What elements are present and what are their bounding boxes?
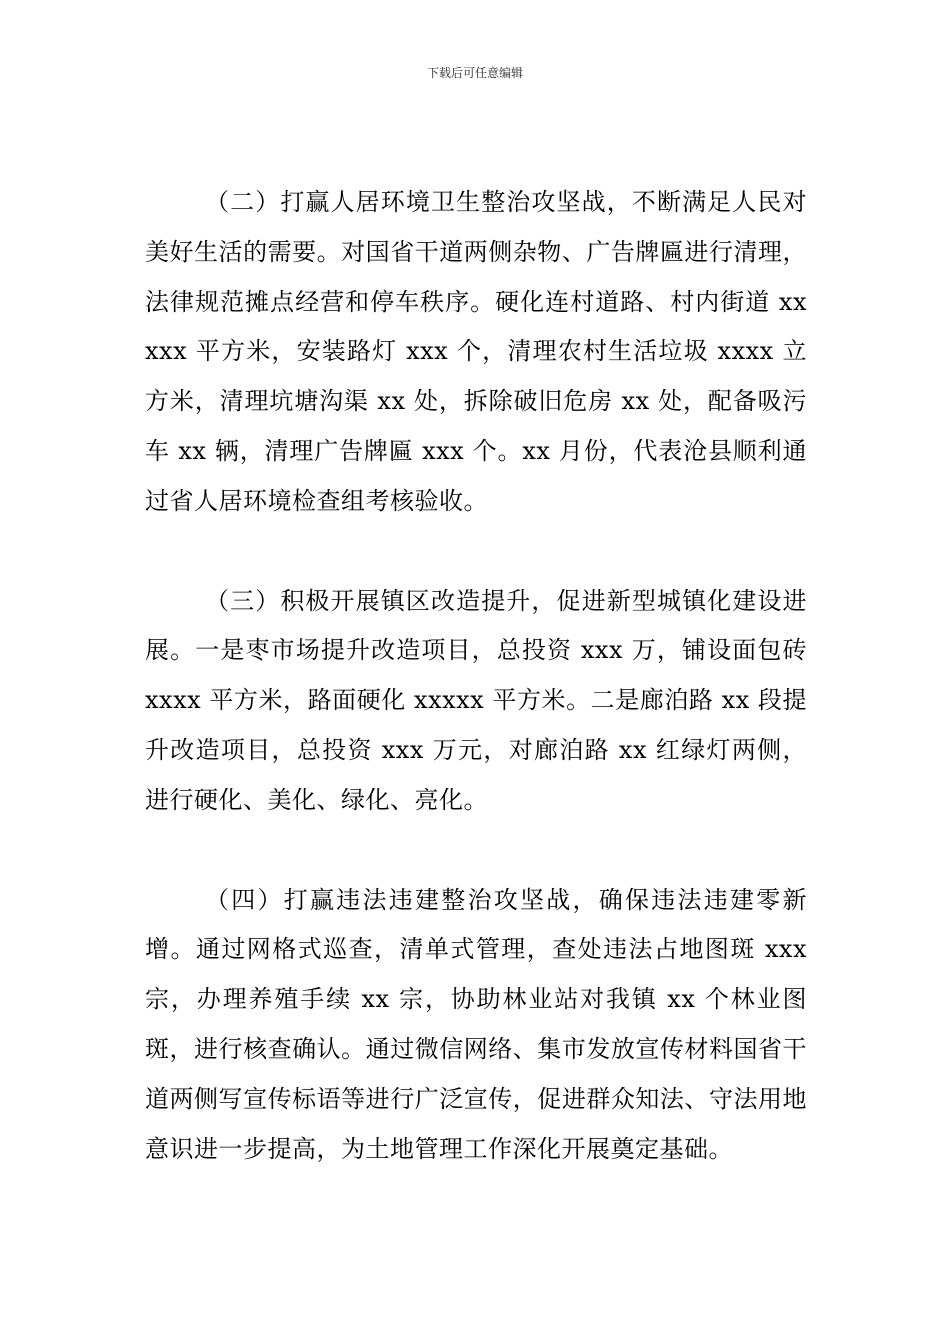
document-body <box>145 178 807 1224</box>
paragraph-section-4: （四）打赢违法违建整治攻坚战，确保违法违建零新增。通过网格式巡查，清单式管理，查处违法占地图斑 xxx 宗，办理养殖手续 xx 宗，协助林业站对我镇 xx 个林业图斑，进行核查确认。通过微信网络、集市发放宣传材料国省干道两侧写宣传标语等进行广泛宣传，促进群众知法、守法用地意识进一步提高，为土地管理工作深化开展奠定基础。 <box>145 885 807 1163</box>
paragraph-section-2: （二）打赢人居环境卫生整治攻坚战，不断满足人民对美好生活的需要。对国省干道两侧杂物、广告牌匾进行清理，法律规范摊点经营和停车秩序。硬化连村道路、村内街道 xxxxx 平方米，安装路灯 xxx 个，清理农村生活垃圾 xxxx 立方米，清理坑塘沟渠 xx 处，拆除破旧危房 xx 处，配备吸污车 xx 辆，清理广告牌匾 xxx 个。xx 月份，代表沧县顺利通过省人居环境检查组考核验收。 <box>145 188 807 515</box>
page-header: 下载后可任意编辑 <box>426 66 523 80</box>
paragraph-section-3: （三）积极开展镇区改造提升，促进新型城镇化建设进展。一是枣市场提升改造项目，总投资 xxx 万，铺设面包砖 xxxx 平方米，路面硬化 xxxxx 平方米。二是廊泊路 xx 段提升改造项目，总投资 xxx 万元，对廊泊路 xx 红绿灯两侧，进行硬化、美化、绿化、亮化。 <box>145 586 807 814</box>
